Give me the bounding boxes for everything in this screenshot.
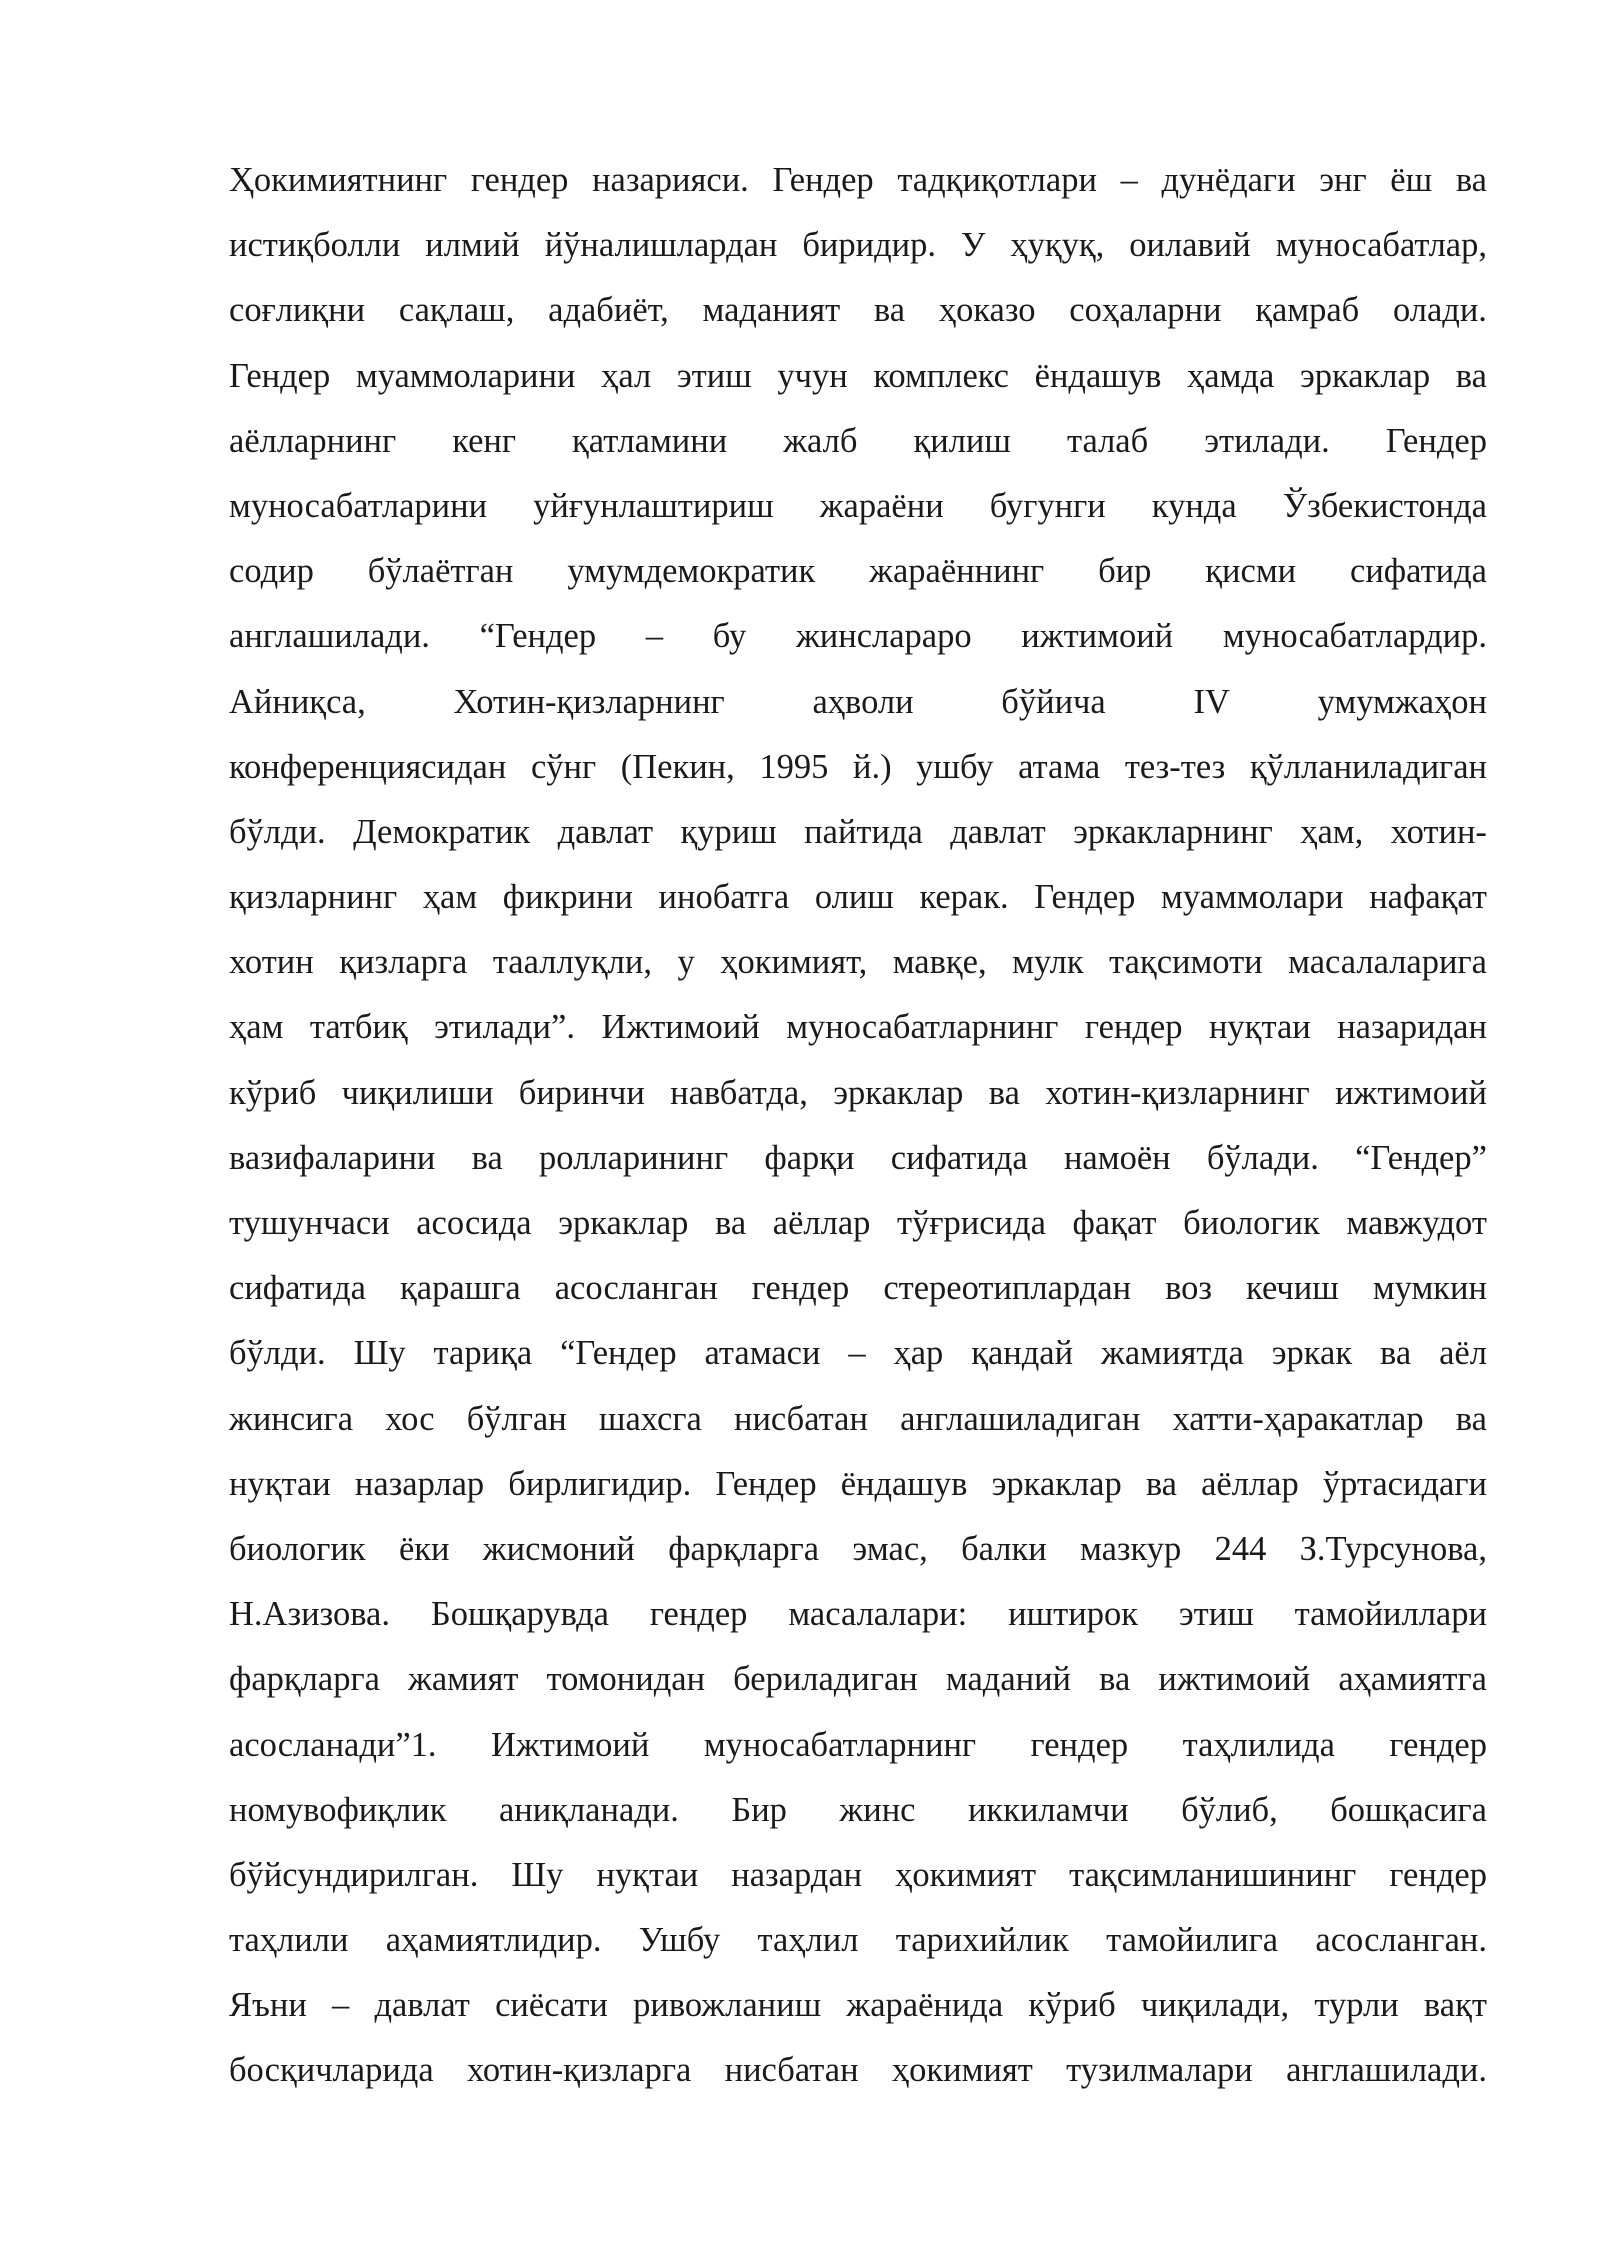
- text-line: Ҳокимиятнинг гендер назарияси. Гендер тадқиқотлари – дунёдаги энг ёш ва: [229, 161, 1487, 199]
- text-line: фарқларга жамият томонидан бериладиган маданий ва ижтимоий аҳамиятга: [229, 1660, 1487, 1699]
- text-line: хотин қизларга тааллуқли, у ҳокимият, мавқе, мулк тақсимоти масалаларига: [229, 943, 1487, 982]
- text-line: нуқтаи назарлар бирлигидир. Гендер ёндашув эркаклар ва аёллар ўртасидаги: [229, 1464, 1487, 1503]
- text-line: англашилади. “Гендер – бу жинслараро ижтимоий муносабатлардир.: [229, 617, 1487, 656]
- text-line: вазифаларини ва ролларининг фарқи сифатида намоён бўлади. “Гендер”: [229, 1138, 1487, 1177]
- text-line: бўлди. Шу тариқа “Гендер атамаси – ҳар қандай жамиятда эркак ва аёл: [229, 1334, 1487, 1373]
- text-line: Н.Азизова. Бошқарувда гендер масалалари: иштирок этиш тамойиллари: [229, 1595, 1487, 1634]
- text-line: истиқболли илмий йўналишлардан биридир. У ҳуқуқ, оилавий муносабатлар,: [229, 226, 1487, 265]
- text-line: содир бўлаётган умумдемократик жараённинг бир қисми сифатида: [229, 552, 1487, 591]
- text-line: конференциясидан сўнг (Пекин, 1995 й.) ушбу атама тез-тез қўлланиладиган: [229, 747, 1487, 786]
- text-line: Айниқса, Хотин-қизларнинг аҳволи бўйича IV умумжаҳон: [229, 682, 1487, 721]
- text-line: муносабатларини уйғунлаштириш жараёни бугунги кунда Ўзбекистонда: [229, 486, 1487, 525]
- text-line: соғлиқни сақлаш, адабиёт, маданият ва ҳоказо соҳаларни қамраб олади.: [229, 291, 1487, 330]
- text-line: кўриб чиқилиши биринчи навбатда, эркаклар ва хотин-қизларнинг ижтимоий: [229, 1073, 1487, 1112]
- text-line: таҳлили аҳамиятлидир. Ушбу таҳлил тарихийлик тамойилига асосланган.: [229, 1921, 1487, 1960]
- text-line: асосланади”1. Ижтимоий муносабатларнинг гендер таҳлилида гендер: [229, 1725, 1487, 1764]
- text-line: тушунчаси асосида эркаклар ва аёллар тўғрисида фақат биологик мавжудот: [229, 1204, 1487, 1242]
- text-line: аёлларнинг кенг қатламини жалб қилиш талаб этилади. Гендер: [229, 421, 1487, 460]
- text-line: қизларнинг ҳам фикрини инобатга олиш керак. Гендер муаммолари нафақат: [229, 878, 1487, 917]
- text-line: Яъни – давлат сиёсати ривожланиш жараёнида кўриб чиқилади, турли вақт: [229, 1986, 1487, 2025]
- text-line: ҳам татбиқ этилади”. Ижтимоий муносабатларнинг гендер нуқтаи назаридан: [229, 1008, 1487, 1047]
- text-line: биологик ёки жисмоний фарқларга эмас, балки мазкур 244 З.Турсунова,: [229, 1529, 1487, 1568]
- text-line: номувофиқлик аниқланади. Бир жинс иккиламчи бўлиб, бошқасига: [229, 1790, 1487, 1829]
- text-line: бўлди. Демократик давлат қуриш пайтида давлат эркакларнинг ҳам, хотин-: [229, 812, 1487, 851]
- text-line: жинсига хос бўлган шахсга нисбатан англашиладиган хатти-ҳаракатлар ва: [229, 1399, 1487, 1438]
- text-line: босқичларида хотин-қизларга нисбатан ҳокимият тузилмалари англашилади.: [229, 2051, 1487, 2090]
- text-line: Гендер муаммоларини ҳал этиш учун комплекс ёндашув ҳамда эркаклар ва: [229, 356, 1487, 395]
- text-line: сифатида қарашга асосланган гендер стереотиплардан воз кечиш мумкин: [229, 1269, 1487, 1308]
- text-line: бўйсундирилган. Шу нуқтаи назардан ҳокимият тақсимланишининг гендер: [229, 1855, 1487, 1894]
- body-text: [229, 148, 1487, 2104]
